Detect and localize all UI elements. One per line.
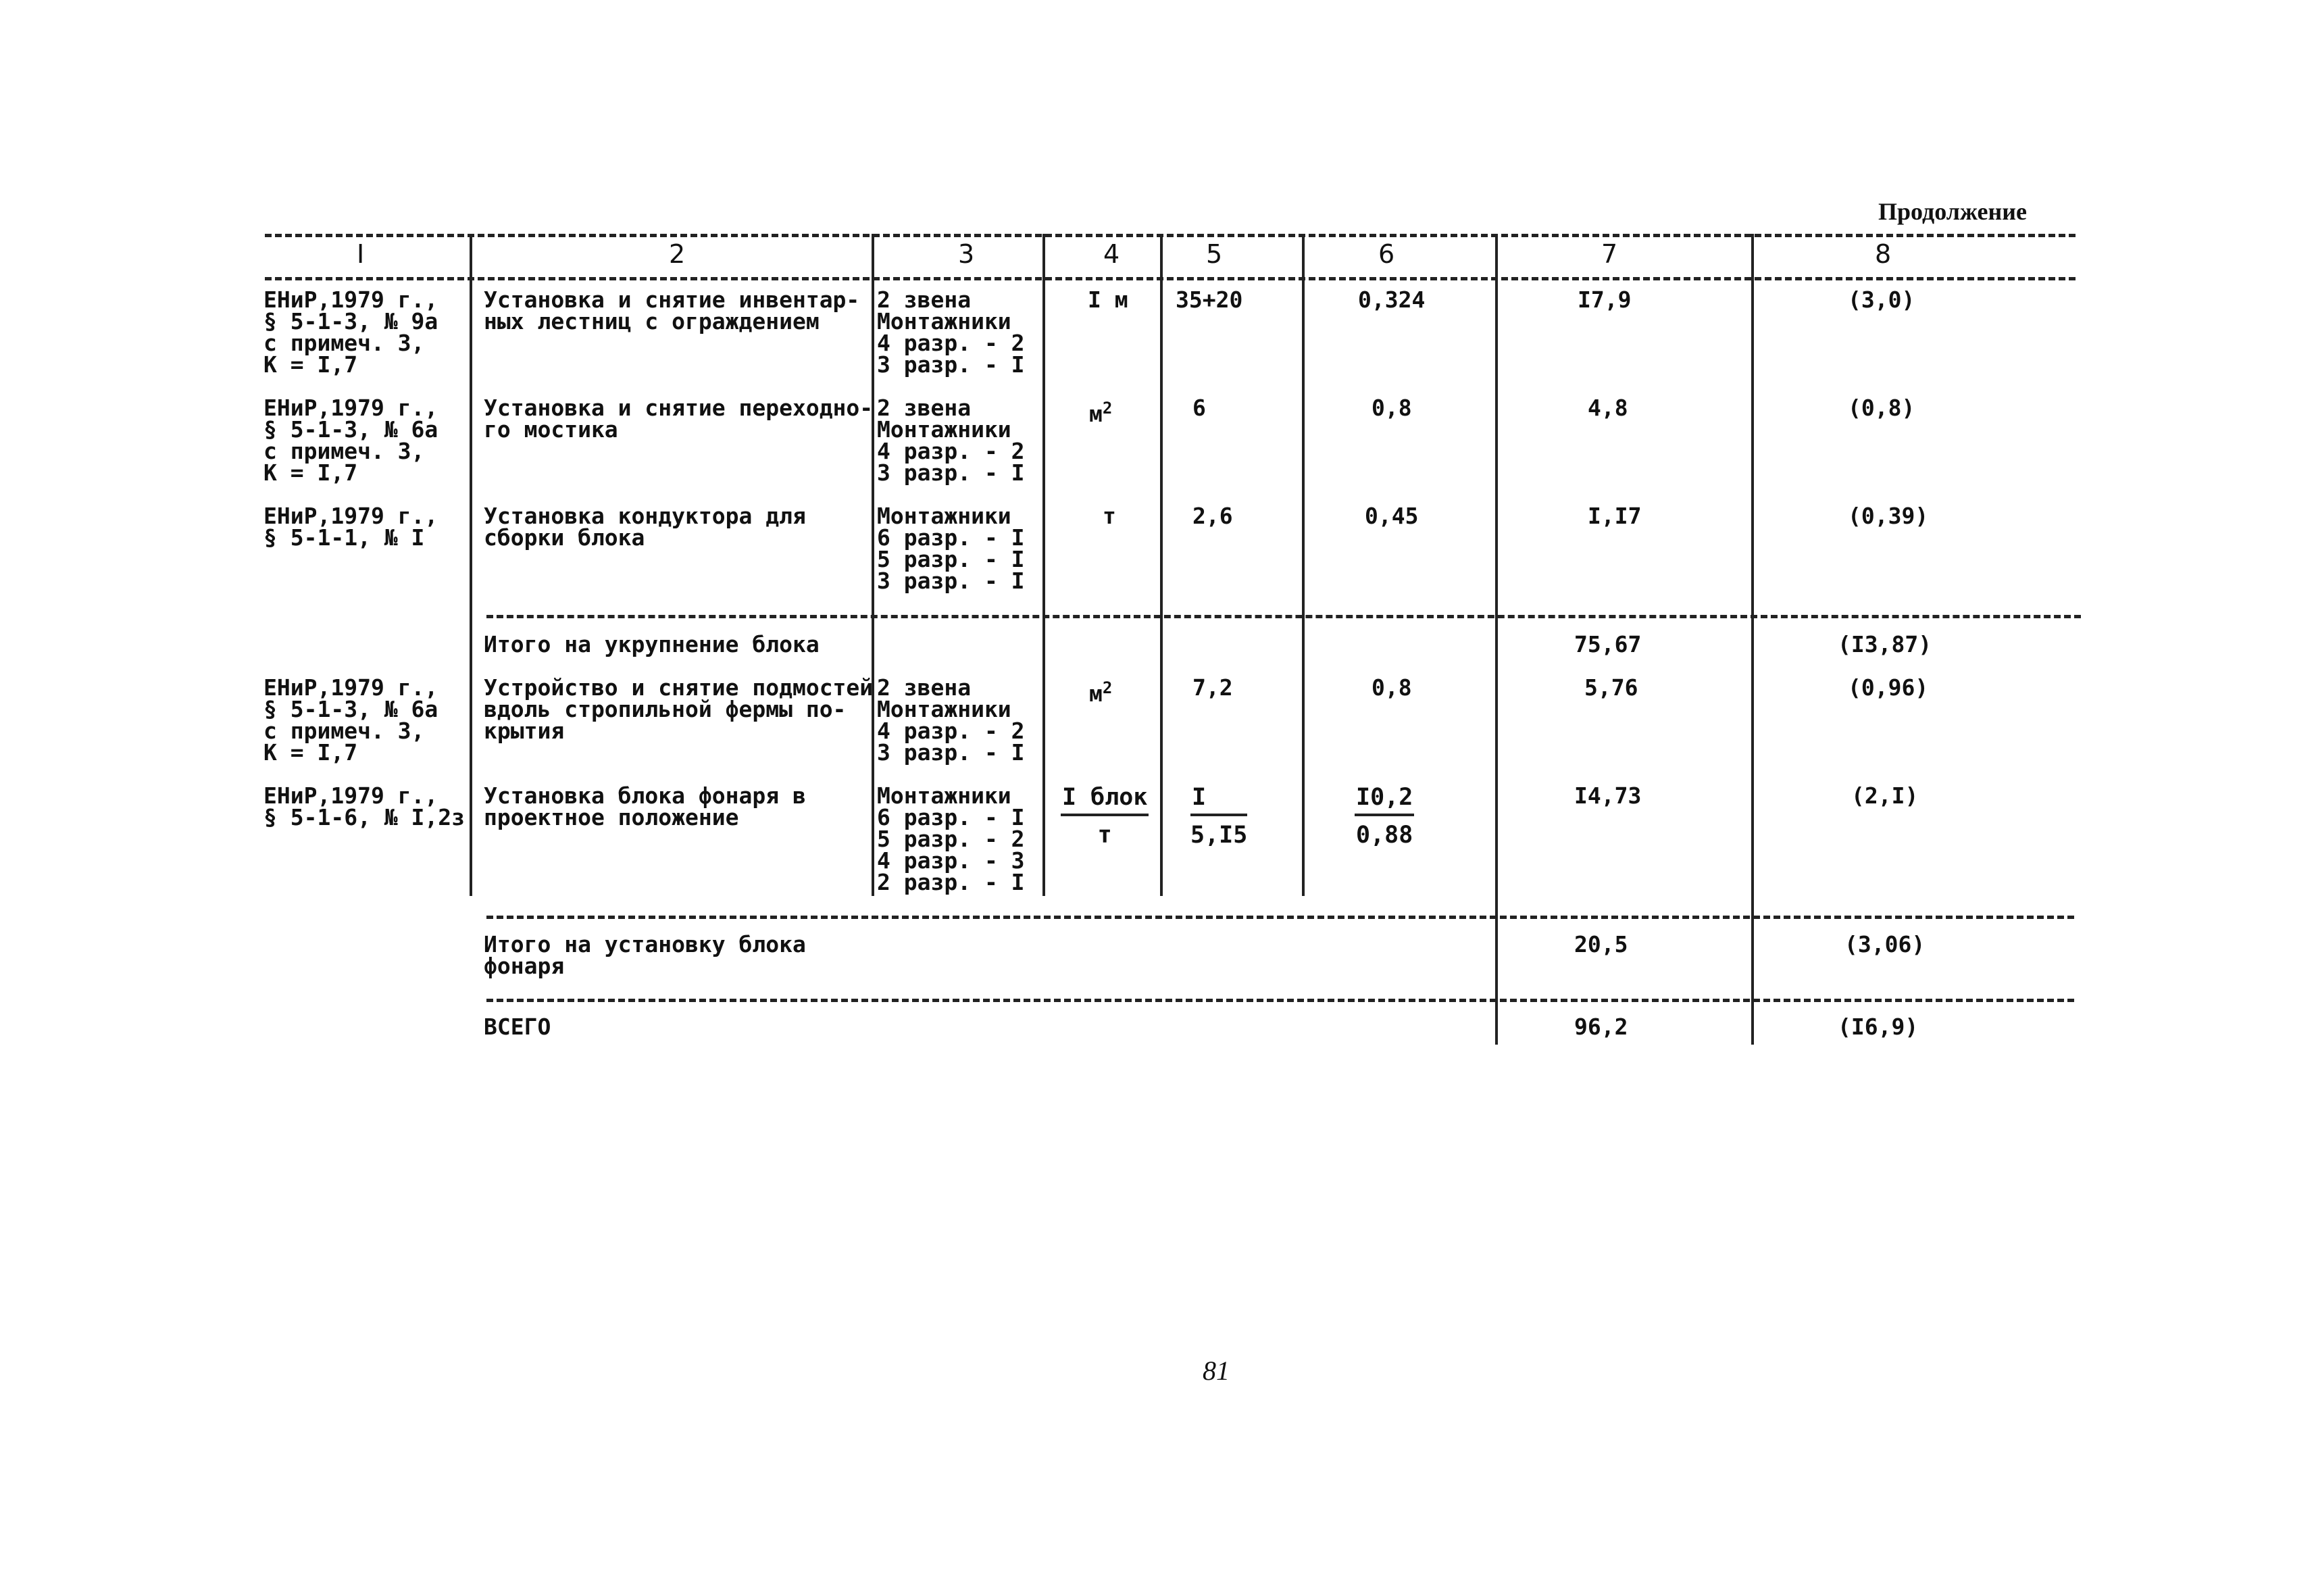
column-header-8: 8 (1875, 239, 1892, 269)
row2-norm: 0,8 (1372, 395, 1412, 421)
row5-unit-denominator: т (1097, 822, 1112, 849)
row2-labor: 4,8 (1588, 395, 1628, 421)
row4-unit (1089, 677, 1112, 705)
row2-unit-exponent: 2 (1102, 399, 1113, 418)
row4-unit-exponent: 2 (1102, 678, 1113, 697)
row1-machine: (3,0) (1848, 286, 1915, 313)
subtotal-lantern-labor: 20,5 (1574, 931, 1628, 957)
row4-volume: 7,2 (1192, 674, 1233, 701)
row4-work: Устройство и снятие подмостей вдоль стропильной фермы по- крытия (484, 674, 874, 744)
column-header-3: 3 (958, 239, 975, 269)
row4-machine: (0,96) (1848, 674, 1929, 701)
row5-labor: I4,73 (1574, 782, 1642, 809)
row4-labor: 5,76 (1584, 674, 1638, 701)
column-separator-7 (1751, 234, 1754, 1045)
header-bottom-rule (265, 277, 2076, 280)
row2-unit-base: м (1089, 401, 1103, 427)
row4-unit-base: м (1089, 680, 1103, 707)
subtotal-block-label: Итого на укрупнение блока (484, 631, 820, 657)
header-top-rule (265, 234, 2076, 237)
row2-work: Установка и снятие переходно- го мостика (484, 395, 874, 443)
row2-machine: (0,8) (1848, 395, 1915, 421)
row3-norm: 0,45 (1365, 503, 1419, 529)
subtotal-lantern-rule (486, 916, 2074, 919)
row5-source: ЕНиР,1979 г., § 5-1-6, № I,2з (263, 782, 466, 830)
row5-volume-denominator: 5,I5 (1190, 822, 1248, 849)
total-rule (486, 999, 2074, 1002)
row5-volume-fraction (1190, 784, 1247, 849)
row3-work: Установка кондуктора для сборки блока (484, 503, 806, 551)
row3-source: ЕНиР,1979 г., § 5-1-1, № I (263, 503, 438, 551)
subtotal-lantern-label: Итого на установку блока фонаря (484, 931, 806, 979)
column-separator-6 (1495, 234, 1498, 1045)
subtotal-block-labor: 75,67 (1574, 631, 1642, 657)
row2-source: ЕНиР,1979 г., § 5-1-3, № 6а с примеч. 3, К = I,7 (263, 395, 438, 486)
column-header-5: 5 (1206, 239, 1223, 269)
row4-crew: 2 звена Монтажники 4 разр. - 2 3 разр. - I (877, 674, 1025, 766)
row2-crew: 2 звена Монтажники 4 разр. - 2 3 разр. - I (877, 395, 1025, 486)
row5-unit-fraction (1061, 784, 1149, 849)
row3-machine: (0,39) (1848, 503, 1929, 529)
total-machine: (I6,9) (1838, 1014, 1919, 1040)
row1-unit: I м (1088, 286, 1128, 313)
row5-crew: Монтажники 6 разр. - I 5 разр. - 2 4 разр. - 3 2 разр. - I (877, 782, 1025, 895)
row3-unit: т (1103, 503, 1116, 529)
row1-labor: I7,9 (1578, 286, 1632, 313)
column-header-1: I (357, 239, 365, 269)
row5-volume-numerator: I (1190, 784, 1247, 816)
row1-source: ЕНиР,1979 г., § 5-1-3, № 9а с примеч. 3, К = I,7 (263, 286, 438, 378)
subtotal-lantern-machine: (3,06) (1844, 931, 1926, 957)
row2-volume: 6 (1192, 395, 1206, 421)
row3-crew: Монтажники 6 разр. - I 5 разр. - I 3 разр. - I (877, 503, 1025, 594)
row1-crew: 2 звена Монтажники 4 разр. - 2 3 разр. - I (877, 286, 1025, 378)
column-separator-4 (1160, 234, 1163, 896)
total-labor: 96,2 (1574, 1014, 1628, 1040)
row5-unit-numerator: I блок (1061, 784, 1149, 816)
column-header-6: 6 (1378, 239, 1395, 269)
page-number: 81 (1203, 1355, 1230, 1386)
row5-norm-numerator: I0,2 (1355, 784, 1414, 816)
subtotal-block-rule (486, 615, 2081, 618)
column-separator-3 (1042, 234, 1045, 896)
row4-source: ЕНиР,1979 г., § 5-1-3, № 6а с примеч. 3, К = I,7 (263, 674, 438, 766)
total-label: ВСЕГО (484, 1014, 551, 1040)
column-separator-5 (1302, 234, 1305, 896)
row5-machine: (2,I) (1851, 782, 1919, 809)
row5-norm-fraction (1355, 784, 1414, 849)
column-separator-1 (470, 234, 472, 896)
row5-work: Установка блока фонаря в проектное положение (484, 782, 806, 830)
column-header-4: 4 (1103, 239, 1120, 269)
row1-norm: 0,324 (1358, 286, 1426, 313)
continuation-label: Продолжение (1878, 198, 2027, 225)
column-header-2: 2 (669, 239, 686, 269)
column-separator-2 (872, 234, 874, 896)
row3-labor: I,I7 (1588, 503, 1642, 529)
row4-norm: 0,8 (1372, 674, 1412, 701)
subtotal-block-machine: (I3,87) (1838, 631, 1932, 657)
row5-norm-denominator: 0,88 (1356, 822, 1413, 849)
column-header-7: 7 (1601, 239, 1618, 269)
row1-work: Установка и снятие инвентар- ных лестниц с ограждением (484, 286, 860, 334)
row3-volume: 2,6 (1192, 503, 1233, 529)
row1-volume: 35+20 (1176, 286, 1243, 313)
row2-unit (1089, 397, 1112, 425)
